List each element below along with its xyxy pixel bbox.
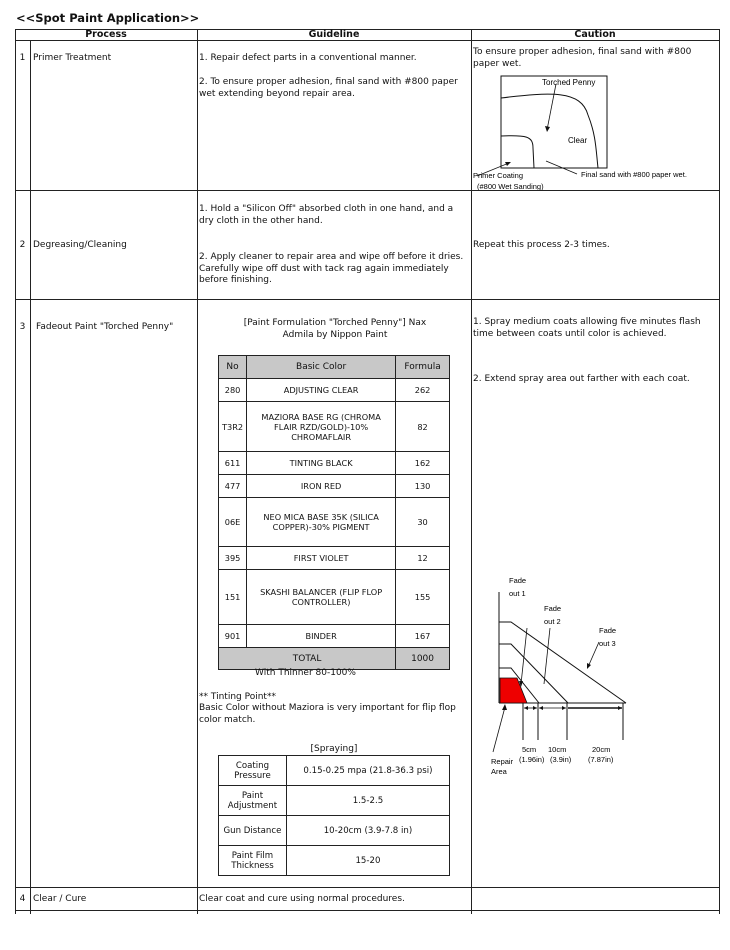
label-fade-out-1: out 1 [509,589,526,598]
color-no: 151 [219,570,247,625]
label-wet-sanding: (#800 Wet Sanding) [477,182,544,190]
color-no: 395 [219,547,247,570]
total-row [219,648,450,670]
label-dim-5cm: 5cm [522,745,537,754]
header-guideline: Guideline [308,29,360,40]
label-fade-out-1: Fade [509,576,527,585]
formulation-table [218,355,450,670]
table-row [219,570,450,625]
label-repair-area: Area [491,767,507,776]
total-label: TOTAL [219,648,396,670]
spray-param-value: 15-20 [286,846,449,876]
label-fade-out-2: out 2 [544,617,561,626]
spraying-table [218,755,450,876]
row-number: 1 [19,53,26,63]
label-final-sand: Final sand with #800 paper wet. [581,170,687,179]
label-fade-out-3: out 3 [599,639,616,648]
label-repair-area: Repair [491,757,514,766]
label-clear: Clear [568,136,588,145]
label-dim-10cm: (3.9in) [550,755,572,764]
guideline-step: 2. Apply cleaner to repair area and wipe off before it dries. Carefully wipe off dust with tack rag again immediately before finishing. [199,252,464,285]
color-no: 06E [219,498,247,547]
process-name: Degreasing/Cleaning [33,240,127,250]
header-process: Process [85,29,127,40]
color-no: T3R2 [219,402,247,452]
sanding-diagram [471,70,719,190]
formula-value: 155 [396,570,450,625]
color-no: 901 [219,625,247,648]
spraying-title: [Spraying] [310,744,358,754]
formula-value: 30 [396,498,450,547]
guideline-step: 2. To ensure proper adhesion, final sand with #800 paper wet extending beyond repair area. [199,77,458,99]
header-caution: Caution [574,29,616,40]
row-number: 2 [19,240,26,250]
basic-color: TINTING BLACK [247,452,396,475]
repair-area-shape [500,678,527,703]
color-no: 611 [219,452,247,475]
table-row [219,402,450,452]
thinner-note: With Thinner 80-100% [255,668,356,678]
label-dim-20cm: 20cm [592,745,611,754]
table-row [219,452,450,475]
table-row [219,786,450,816]
table-row [219,547,450,570]
process-name: Clear / Cure [33,894,87,904]
column-header: Formula [396,356,450,379]
spray-param-value: 10-20cm (3.9-7.8 in) [286,816,449,846]
basic-color: ADJUSTING CLEAR [247,379,396,402]
row-number: 4 [19,894,26,904]
label-dim-5cm: (1.96in) [519,755,545,764]
basic-color: IRON RED [247,475,396,498]
spray-param-label: Paint Adjustment [219,786,287,816]
spray-param-value: 0.15-0.25 mpa (21.8-36.3 psi) [286,756,449,786]
process-name: Primer Treatment [33,53,112,63]
guideline-step: Clear coat and cure using normal procedures. [199,894,405,904]
spray-param-value: 1.5-2.5 [286,786,449,816]
label-torched-penny: Torched Penny [542,78,596,87]
page-title: <<Spot Paint Application>> [16,11,200,25]
column-header: No [219,356,247,379]
caution-step: 1. Spray medium coats allowing five minutes flash time between coats until color is achieved. [473,317,701,339]
label-dim-10cm: 10cm [548,745,567,754]
formula-value: 130 [396,475,450,498]
formulation-title: [Paint Formulation "Torched Penny"] Nax Admila by Nippon Paint [243,318,427,340]
label-primer-coating: Primer Coating [473,171,524,180]
spray-param-label: Coating Pressure [219,756,287,786]
table-row [219,475,450,498]
basic-color: FIRST VIOLET [247,547,396,570]
basic-color: SKASHI BALANCER (FLIP FLOP CONTROLLER) [247,570,396,625]
fadeout-diagram [471,570,719,785]
formula-value: 262 [396,379,450,402]
tinting-point-title: ** Tinting Point** [199,692,276,702]
spray-param-label: Paint Film Thickness [219,846,287,876]
basic-color: BINDER [247,625,396,648]
tinting-point-text: Basic Color without Maziora is very important for flip flop color match. [199,703,456,725]
color-no: 280 [219,379,247,402]
formula-value: 82 [396,402,450,452]
caution-text: Repeat this process 2-3 times. [473,240,610,250]
formula-value: 167 [396,625,450,648]
column-header: Basic Color [247,356,396,379]
basic-color: MAZIORA BASE RG (CHROMA FLAIR RZD/GOLD)-10% CHROMAFLAIR [247,402,396,452]
caution-text: To ensure proper adhesion, final sand with #800 paper wet. [473,47,692,69]
color-no: 477 [219,475,247,498]
label-fade-out-3: Fade [599,626,617,635]
formula-value: 12 [396,547,450,570]
table-row [219,498,450,547]
label-dim-20cm: (7.87in) [588,755,614,764]
caution-step: 2. Extend spray area out farther with each coat. [473,374,690,384]
process-name: Fadeout Paint "Torched Penny" [36,322,174,332]
spray-param-label: Gun Distance [219,816,287,846]
formula-value: 162 [396,452,450,475]
guideline-step: 1. Hold a "Silicon Off" absorbed cloth in one hand, and a dry cloth in the other hand. [199,204,454,226]
row-number: 3 [19,322,26,332]
label-fade-out-2: Fade [544,604,562,613]
table-row [219,756,450,786]
total-value: 1000 [396,648,450,670]
table-row [219,379,450,402]
table-row [219,625,450,648]
guideline-step: 1. Repair defect parts in a conventional manner. [199,53,417,63]
table-row [219,816,450,846]
table-row [219,846,450,876]
basic-color: NEO MICA BASE 35K (SILICA COPPER)-30% PIGMENT [247,498,396,547]
